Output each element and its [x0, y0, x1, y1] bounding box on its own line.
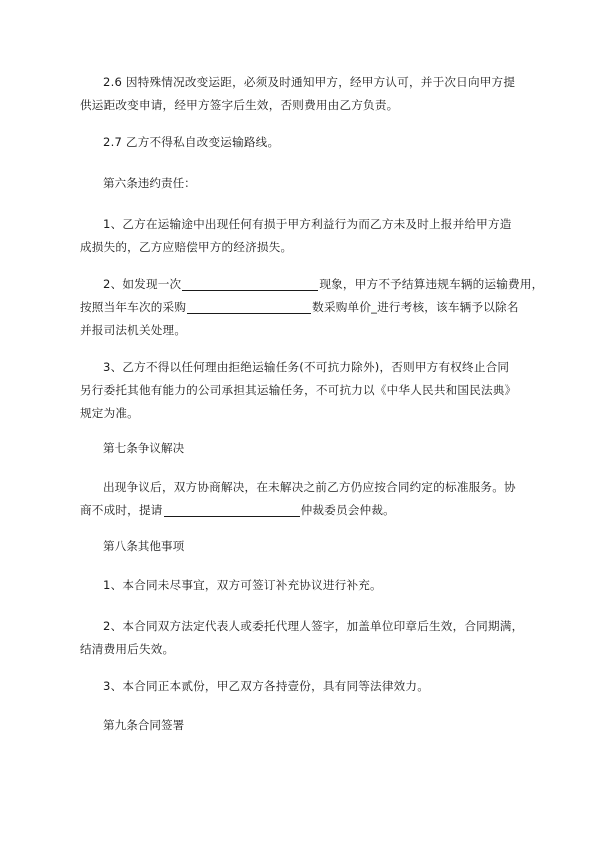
clause-6-2-line1-text-b: 现象，甲方不予结算违规车辆的运输费用，	[319, 277, 544, 291]
clause-6-2-line2	[80, 296, 535, 319]
clause-6-3-line1: 3、乙方不得以任何理由拒绝运输任务(不可抗力除外)，否则甲方有权终止合同	[103, 360, 510, 374]
clause-8-1-line1: 1、本合同未尽事宜，双方可签订补充协议进行补充。	[103, 578, 382, 592]
clause-2-6	[80, 71, 535, 117]
section-8-heading: 第八条其他事项	[103, 539, 185, 553]
fill-in-blank-occurrence[interactable]	[182, 276, 318, 291]
clause-8-2-line1: 2、本合同双方法定代表人或委托代理人签字，加盖单位印章后生效，合同期满，	[103, 619, 524, 633]
section-7-heading: 第七条争议解决	[103, 441, 185, 455]
clause-7-line1: 出现争议后，双方协商解决，在未解决之前乙方仍应按合同约定的标准服务。协	[103, 480, 516, 494]
clause-7-line2-text-b: 仲裁委员会仲裁。	[300, 503, 395, 517]
clause-6-3-line2: 另行委托其他有能力的公司承担其运输任务，不可抗力以《中华人民共和国民法典》	[80, 383, 517, 397]
clause-7-line2	[80, 499, 535, 522]
clause-6-1	[80, 213, 535, 259]
clause-8-3	[80, 675, 535, 698]
clause-6-3	[80, 356, 535, 425]
section-9-heading: 第九条合同签署	[103, 718, 185, 732]
clause-6-3-line3: 规定为准。	[80, 406, 139, 420]
fill-in-blank-arbitration[interactable]	[164, 502, 300, 517]
clause-2-7	[80, 131, 535, 154]
section-6-heading: 第六条违约责任：	[103, 176, 196, 190]
clause-8-1	[80, 574, 535, 597]
clause-2-7-line1: 2.7 乙方不得私自改变运输路线。	[103, 135, 280, 149]
clause-6-1-line2: 成损失的，乙方应赔偿甲方的经济损失。	[80, 240, 293, 254]
fill-in-blank-purchase[interactable]	[187, 299, 311, 314]
clause-7-line2-text-a: 商不成时，提请	[80, 503, 163, 517]
clause-6-2-line1	[80, 273, 544, 296]
clause-7	[80, 476, 535, 522]
clause-6-2-line2-text-a: 按照当年车次的采购	[80, 300, 187, 314]
clause-8-2	[80, 615, 535, 661]
clause-2-6-line1: 2.6 因特殊情况改变运距，必须及时通知甲方，经甲方认可，并于次日向甲方提	[103, 75, 516, 89]
clause-8-3-line1: 3、本合同正本贰份，甲乙双方各持壹份，具有同等法律效力。	[103, 679, 430, 693]
clause-6-1-line1: 1、乙方在运输途中出现任何有损于甲方利益行为而乙方未及时上报并给甲方造	[103, 217, 512, 231]
clause-6-2	[80, 273, 544, 342]
clause-2-6-line2: 供运距改变申请，经甲方签字后生效，否则费用由乙方负责。	[80, 98, 399, 112]
clause-6-2-line2-text-b: 数采购单价_进行考核，该车辆予以除名	[312, 300, 519, 314]
clause-8-2-line2: 结清费用后失效。	[80, 642, 175, 656]
clause-6-2-line3: 并报司法机关处理。	[80, 323, 187, 337]
clause-6-2-line1-text-a: 2、如发现一次	[103, 277, 182, 291]
